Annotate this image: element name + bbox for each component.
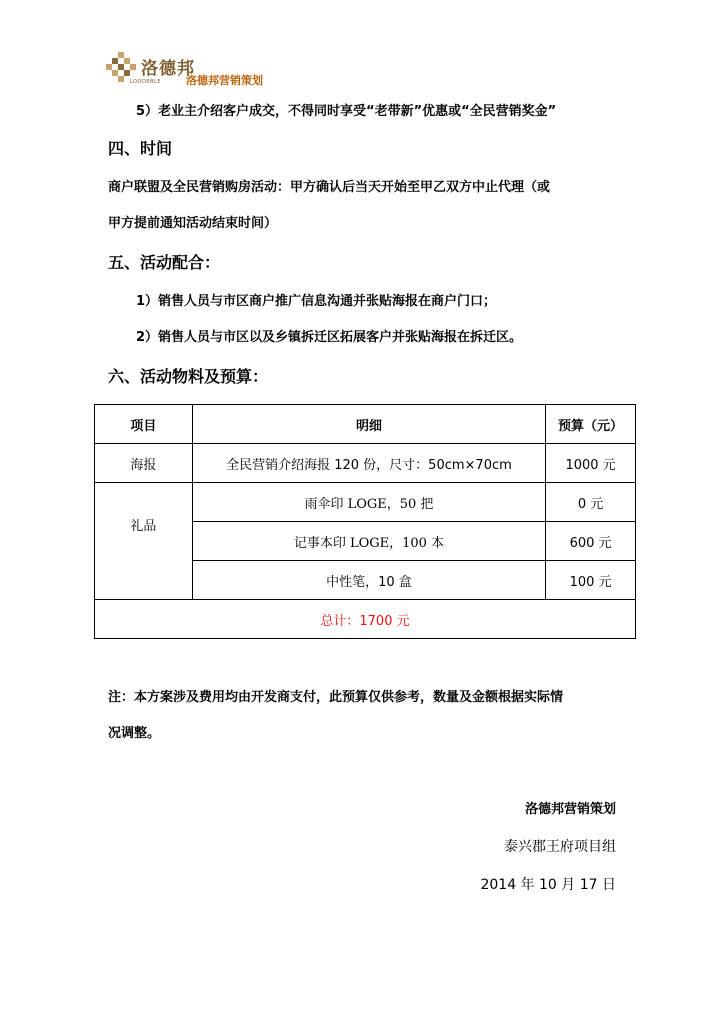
- total-cell: 总计：1700 元: [95, 600, 636, 639]
- table-row: [95, 483, 636, 522]
- cell-detail: 记事本印 LOGE，100 本: [192, 522, 545, 561]
- company-logo: [106, 50, 286, 86]
- list-item-5: 5）老业主介绍客户成交，不得同时享受“老带新”优惠或“全民营销奖金”: [136, 104, 557, 119]
- budget-table: [94, 404, 636, 639]
- logo-mark-icon: [106, 52, 136, 82]
- signature-company: 洛德邦营销策划: [524, 802, 616, 817]
- cell-detail: 中性笔，10 盒: [192, 561, 545, 600]
- logo-english: LOODEBLE: [130, 79, 161, 85]
- table-row: [95, 444, 636, 483]
- section-4-heading: 四、时间: [108, 139, 173, 158]
- header-detail: 明细: [192, 405, 545, 444]
- cell-budget: 1000 元: [546, 444, 636, 483]
- section-5-heading: 五、活动配合：: [108, 253, 221, 272]
- cell-detail: 雨伞印 LOGE，50 把: [192, 483, 545, 522]
- time-text-line-1: 商户联盟及全民营销购房活动：甲方确认后当天开始至甲乙双方中止代理（或: [108, 180, 551, 195]
- cell-item: 海报: [95, 444, 193, 483]
- table-header-row: [95, 405, 636, 444]
- cell-budget: 0 元: [546, 483, 636, 522]
- note-line-2: 况调整。: [108, 726, 161, 741]
- time-text-line-2: 甲方提前通知活动结束时间）: [108, 216, 278, 231]
- cell-budget: 600 元: [546, 522, 636, 561]
- coop-item-1: 1）销售人员与市区商户推广信息沟通并张贴海报在商户门口；: [136, 294, 497, 309]
- cell-budget: 100 元: [546, 561, 636, 600]
- signature-date: 2014 年 10 月 17 日: [480, 877, 616, 893]
- table-total-row: [95, 600, 636, 639]
- cell-detail: 全民营销介绍海报 120 份，尺寸：50cm×70cm: [192, 444, 545, 483]
- header-budget: 预算（元）: [546, 405, 636, 444]
- header-item: 项目: [95, 405, 193, 444]
- coop-item-2: 2）销售人员与市区以及乡镇拆迁区拓展客户并张贴海报在拆迁区。: [136, 330, 523, 345]
- section-6-heading: 六、活动物料及预算：: [108, 367, 269, 386]
- logo-name: 洛德邦: [141, 59, 195, 79]
- note-line-1: 注：本方案涉及费用均由开发商支付，此预算仅供参考，数量及金额根据实际情: [108, 690, 564, 705]
- logo-subtitle: 洛德邦营销策划: [186, 74, 263, 87]
- signature-group: 泰兴郡王府项目组: [504, 839, 616, 855]
- cell-item: 礼品: [95, 483, 193, 600]
